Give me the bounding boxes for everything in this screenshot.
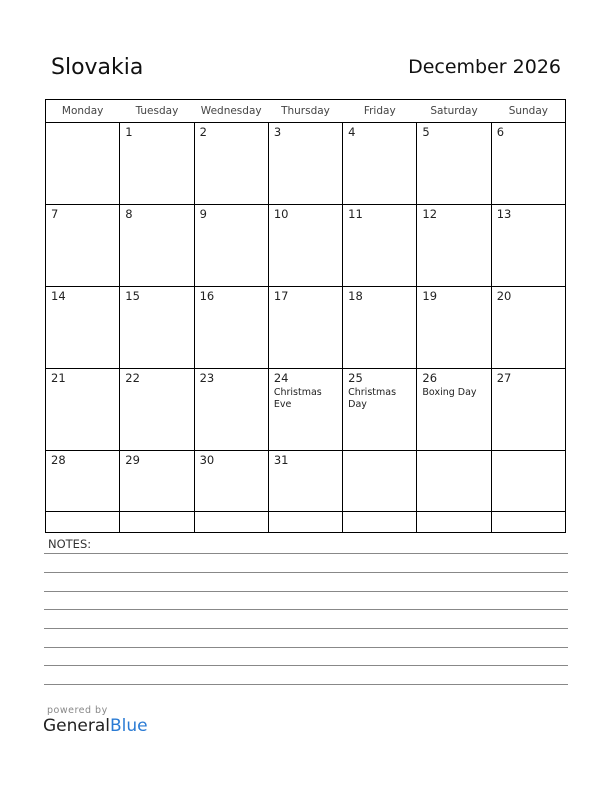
holiday-label: Christmas Eve [273, 387, 322, 410]
day-number: 23 [199, 371, 215, 385]
day-cell [120, 123, 194, 205]
notes-label: NOTES: [48, 537, 92, 551]
day-cell [343, 123, 417, 205]
day-cell [417, 451, 491, 533]
day-cell [491, 287, 565, 369]
day-number: 4 [348, 125, 356, 139]
notes-line [44, 553, 568, 554]
country-title: Slovakia [51, 55, 144, 80]
day-cell [268, 451, 342, 533]
day-number: 5 [422, 125, 430, 139]
generalblue-logo [43, 716, 148, 736]
day-number: 31 [273, 453, 289, 467]
day-number: 18 [348, 289, 363, 303]
weekday-header: Monday [46, 99, 120, 123]
day-cell [194, 287, 268, 369]
day-number: 13 [496, 207, 512, 221]
day-cell [491, 369, 565, 451]
day-number: 21 [51, 371, 66, 385]
day-number: 25 [348, 371, 363, 385]
day-number: 27 [496, 371, 512, 385]
day-number: 9 [199, 207, 207, 221]
day-cell [343, 205, 417, 287]
month-title: December 2026 [408, 56, 561, 78]
calendar-grid [45, 99, 566, 533]
day-number: 6 [496, 125, 505, 139]
notes-line [44, 647, 568, 648]
logo-blue: Blue [110, 716, 148, 736]
powered-by: powered by [47, 705, 108, 716]
day-cell [268, 369, 342, 451]
day-cell [417, 287, 491, 369]
day-number: 20 [496, 289, 512, 303]
day-cell [46, 451, 120, 533]
day-cell [46, 369, 120, 451]
week-row [46, 369, 566, 451]
weekday-header: Friday [343, 99, 417, 123]
day-cell [194, 205, 268, 287]
day-cell [268, 287, 342, 369]
day-number: 24 [273, 371, 289, 385]
day-number: 2 [199, 125, 207, 139]
notes-line [44, 572, 568, 573]
day-cell [194, 123, 268, 205]
day-cell [417, 369, 491, 451]
day-cell [417, 205, 491, 287]
notes-line [44, 628, 568, 629]
day-cell [120, 205, 194, 287]
day-number: 8 [125, 207, 133, 221]
day-cell [46, 123, 120, 205]
holiday-label: Boxing Day [422, 387, 477, 398]
day-cell [268, 123, 342, 205]
week-row [46, 123, 566, 205]
day-cell [46, 287, 120, 369]
day-number: 29 [125, 453, 140, 467]
day-number: 17 [273, 289, 289, 303]
day-number: 26 [422, 371, 438, 385]
notes-line [44, 609, 568, 610]
week-row [46, 205, 566, 287]
day-cell [120, 369, 194, 451]
day-number: 10 [273, 207, 289, 221]
day-number: 11 [348, 207, 363, 221]
day-number: 3 [273, 125, 282, 139]
holiday-label: Christmas Day [348, 387, 397, 410]
day-cell [194, 451, 268, 533]
day-cell [194, 369, 268, 451]
notes-line [44, 684, 568, 685]
week-row [46, 451, 566, 533]
day-cell [268, 205, 342, 287]
day-number: 22 [125, 371, 140, 385]
day-number: 30 [199, 453, 215, 467]
day-cell [120, 451, 194, 533]
day-cell [491, 451, 565, 533]
day-number: 1 [125, 125, 133, 139]
day-cell [491, 205, 565, 287]
day-number: 15 [125, 289, 140, 303]
day-cell [343, 287, 417, 369]
day-number: 7 [51, 207, 59, 221]
notes-line [44, 665, 568, 666]
logo-general: General [43, 716, 110, 736]
weekday-header: Wednesday [194, 99, 268, 123]
weekday-header: Thursday [268, 99, 342, 123]
day-cell [343, 369, 417, 451]
day-number: 14 [51, 289, 66, 303]
day-cell [343, 451, 417, 533]
day-cell [491, 123, 565, 205]
day-cell [120, 287, 194, 369]
day-cell [417, 123, 491, 205]
weekday-header: Sunday [491, 99, 565, 123]
week-row [46, 287, 566, 369]
day-number: 19 [422, 289, 438, 303]
day-number: 16 [199, 289, 215, 303]
notes-line [44, 591, 568, 592]
day-cell [46, 205, 120, 287]
weekday-header: Saturday [417, 99, 491, 123]
weekday-header: Tuesday [120, 99, 194, 123]
day-number: 28 [51, 453, 66, 467]
day-number: 12 [422, 207, 438, 221]
